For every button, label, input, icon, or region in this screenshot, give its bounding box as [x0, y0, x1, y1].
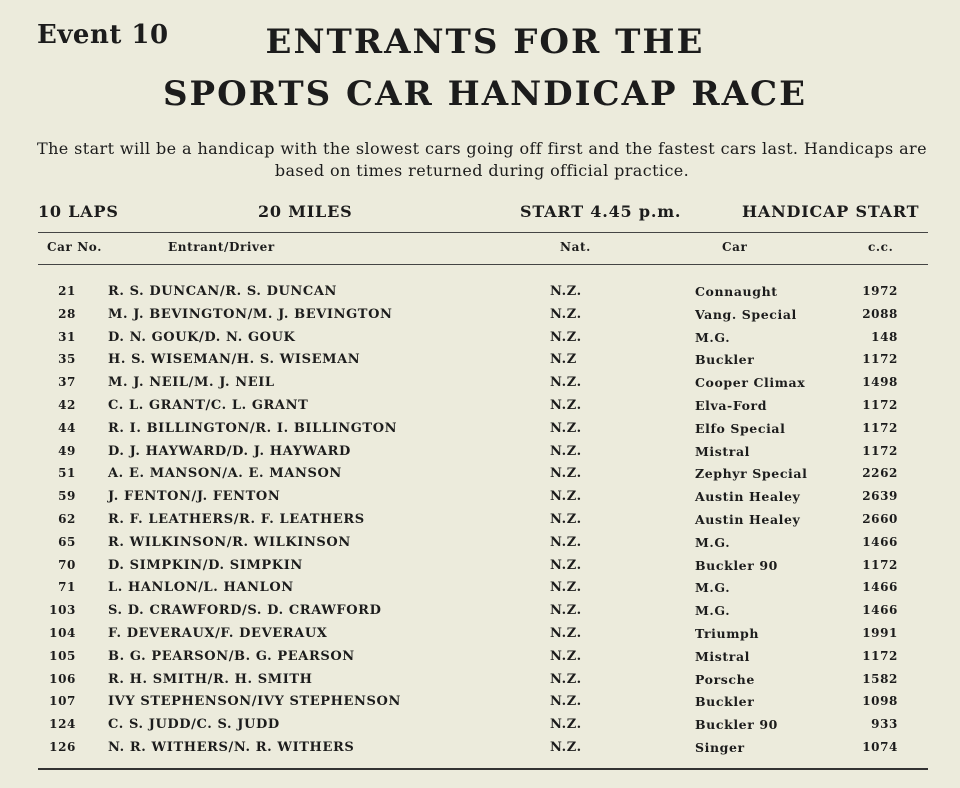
table-row: [0, 717, 960, 739]
nationality-cell: N.Z.: [550, 648, 582, 664]
page-title-line-1: ENTRANTS FOR THE: [265, 22, 705, 62]
car-number-cell: 124: [49, 717, 76, 732]
table-row: [0, 694, 960, 716]
col-header-car-no: Car No.: [47, 240, 102, 254]
table-row: [0, 580, 960, 602]
table-row: [0, 330, 960, 352]
car-number-cell: 106: [49, 671, 76, 686]
entrant-driver-cell: J. FENTON/J. FENTON: [108, 489, 281, 505]
car-model-cell: Mistral: [695, 443, 751, 459]
car-number-cell: 42: [58, 398, 76, 412]
table-row: [0, 444, 960, 466]
engine-cc-cell: 1098: [862, 694, 898, 709]
engine-cc-cell: 1172: [862, 398, 898, 412]
engine-cc-cell: 1172: [862, 352, 898, 367]
entrant-driver-cell: F. DEVERAUX/F. DEVERAUX: [108, 626, 328, 641]
nationality-cell: N.Z.: [550, 557, 582, 573]
table-row: [0, 558, 960, 580]
entrant-driver-cell: D. SIMPKIN/D. SIMPKIN: [108, 557, 303, 573]
entrant-driver-cell: C. L. GRANT/C. L. GRANT: [108, 398, 309, 413]
engine-cc-cell: 1466: [862, 603, 898, 618]
nationality-cell: N.Z.: [550, 512, 582, 527]
car-number-cell: 107: [49, 694, 76, 709]
engine-cc-cell: 1972: [862, 284, 898, 298]
table-row: [0, 649, 960, 671]
entrant-driver-cell: L. HANLON/L. HANLON: [108, 580, 294, 596]
car-model-cell: Connaught: [695, 284, 778, 299]
engine-cc-cell: 933: [871, 717, 898, 732]
table-row: [0, 535, 960, 557]
car-model-cell: Mistral: [695, 648, 751, 664]
entrant-driver-cell: R. H. SMITH/R. H. SMITH: [108, 671, 313, 687]
engine-cc-cell: 1498: [862, 375, 898, 390]
entrant-driver-cell: R. F. LEATHERS/R. F. LEATHERS: [108, 512, 365, 527]
engine-cc-cell: 2660: [862, 512, 898, 526]
col-header-car: Car: [722, 240, 748, 254]
nationality-cell: N.Z: [550, 352, 577, 368]
distance-label: 20 MILES: [258, 202, 353, 221]
entrant-driver-cell: D. J. HAYWARD/D. J. HAYWARD: [108, 443, 351, 459]
nationality-cell: N.Z.: [550, 443, 582, 459]
engine-cc-cell: 1991: [862, 626, 898, 640]
car-number-cell: 71: [58, 580, 76, 595]
car-number-cell: 37: [58, 375, 76, 390]
entrant-driver-cell: C. S. JUDD/C. S. JUDD: [108, 717, 280, 733]
table-row: [0, 603, 960, 625]
car-model-cell: Elva-Ford: [695, 398, 768, 413]
entrant-driver-cell: M. J. NEIL/M. J. NEIL: [108, 375, 275, 391]
entrant-driver-cell: IVY STEPHENSON/IVY STEPHENSON: [108, 694, 401, 710]
car-number-cell: 28: [58, 306, 76, 321]
table-row: [0, 489, 960, 511]
entrant-driver-cell: B. G. PEARSON/B. G. PEARSON: [108, 648, 355, 664]
car-number-cell: 105: [49, 648, 76, 663]
entrant-driver-cell: A. E. MANSON/A. E. MANSON: [108, 466, 342, 482]
car-model-cell: Vang. Special: [695, 306, 797, 322]
nationality-cell: N.Z.: [550, 694, 582, 710]
engine-cc-cell: 1172: [862, 557, 898, 572]
table-row: [0, 352, 960, 374]
engine-cc-cell: 1172: [862, 420, 898, 435]
nationality-cell: N.Z.: [550, 489, 582, 505]
laps-label: 10 LAPS: [38, 202, 119, 221]
header-bottom-rule: [38, 264, 928, 265]
engine-cc-cell: 1466: [862, 580, 898, 595]
nationality-cell: N.Z.: [550, 740, 582, 755]
engine-cc-cell: 1466: [862, 534, 898, 549]
car-model-cell: Cooper Climax: [695, 375, 806, 391]
nationality-cell: N.Z.: [550, 375, 582, 391]
table-row: [0, 672, 960, 694]
entrant-driver-cell: D. N. GOUK/D. N. GOUK: [108, 329, 296, 345]
event-number: Event 10: [37, 20, 169, 50]
entrant-driver-cell: R. S. DUNCAN/R. S. DUNCAN: [108, 284, 338, 299]
car-number-cell: 21: [58, 284, 76, 298]
car-model-cell: Buckler 90: [695, 717, 778, 733]
engine-cc-cell: 2262: [862, 466, 898, 481]
nationality-cell: N.Z.: [550, 534, 582, 550]
table-bottom-rule: [38, 768, 928, 770]
car-model-cell: Zephyr Special: [695, 466, 808, 482]
car-model-cell: Porsche: [695, 671, 755, 687]
nationality-cell: N.Z.: [550, 284, 582, 299]
nationality-cell: N.Z.: [550, 626, 582, 641]
col-header-entrant: Entrant/Driver: [168, 240, 275, 254]
nationality-cell: N.Z.: [550, 420, 582, 436]
car-model-cell: Buckler: [695, 352, 755, 368]
car-model-cell: M.G.: [695, 329, 731, 345]
table-row: [0, 398, 960, 420]
start-type-label: HANDICAP START: [742, 202, 920, 221]
engine-cc-cell: 1074: [862, 740, 898, 754]
car-model-cell: Austin Healey: [695, 489, 801, 505]
entrant-driver-cell: S. D. CRAWFORD/S. D. CRAWFORD: [108, 603, 382, 619]
intro-paragraph: The start will be a handicap with the slowest cars going off first and the fastest cars last. Handicaps are based on times returned during official practice.: [37, 139, 927, 180]
engine-cc-cell: 148: [871, 329, 898, 344]
entrant-driver-cell: M. J. BEVINGTON/M. J. BEVINGTON: [108, 306, 393, 322]
table-row: [0, 512, 960, 534]
car-number-cell: 104: [49, 626, 76, 640]
nationality-cell: N.Z.: [550, 671, 582, 687]
car-model-cell: M.G.: [695, 534, 731, 550]
car-model-cell: Singer: [695, 740, 745, 755]
nationality-cell: N.Z.: [550, 603, 582, 619]
engine-cc-cell: 1582: [862, 671, 898, 686]
engine-cc-cell: 2639: [862, 489, 898, 504]
car-number-cell: 44: [58, 420, 76, 435]
engine-cc-cell: 1172: [862, 648, 898, 663]
start-time-label: START 4.45 p.m.: [520, 202, 682, 221]
entrant-driver-cell: N. R. WITHERS/N. R. WITHERS: [108, 740, 355, 755]
car-model-cell: Triumph: [695, 626, 760, 641]
nationality-cell: N.Z.: [550, 398, 582, 413]
table-row: [0, 307, 960, 329]
car-model-cell: Elfo Special: [695, 420, 786, 436]
car-number-cell: 70: [58, 557, 76, 572]
engine-cc-cell: 1172: [862, 443, 898, 458]
car-number-cell: 31: [58, 329, 76, 344]
car-number-cell: 65: [58, 534, 76, 549]
car-model-cell: Buckler: [695, 694, 755, 710]
table-row: [0, 740, 960, 762]
table-row: [0, 284, 960, 306]
car-number-cell: 35: [58, 352, 76, 367]
table-row: [0, 626, 960, 648]
table-row: [0, 466, 960, 488]
page-title-line-2: SPORTS CAR HANDICAP RACE: [162, 74, 808, 114]
header-top-rule: [38, 232, 928, 233]
nationality-cell: N.Z.: [550, 466, 582, 482]
car-model-cell: Austin Healey: [695, 512, 801, 527]
car-model-cell: M.G.: [695, 580, 731, 596]
car-number-cell: 126: [49, 740, 76, 754]
nationality-cell: N.Z.: [550, 580, 582, 596]
nationality-cell: N.Z.: [550, 306, 582, 322]
car-model-cell: Buckler 90: [695, 557, 778, 573]
car-number-cell: 103: [49, 603, 76, 618]
entrant-driver-cell: R. WILKINSON/R. WILKINSON: [108, 534, 351, 550]
table-row: [0, 421, 960, 443]
car-number-cell: 49: [58, 443, 76, 458]
entrant-driver-cell: H. S. WISEMAN/H. S. WISEMAN: [108, 352, 361, 368]
car-number-cell: 59: [58, 489, 76, 504]
engine-cc-cell: 2088: [862, 306, 898, 321]
nationality-cell: N.Z.: [550, 329, 582, 345]
col-header-nat: Nat.: [560, 240, 591, 254]
car-number-cell: 51: [58, 466, 76, 481]
car-model-cell: M.G.: [695, 603, 731, 619]
car-number-cell: 62: [58, 512, 76, 526]
table-row: [0, 375, 960, 397]
col-header-cc: c.c.: [868, 240, 894, 254]
nationality-cell: N.Z.: [550, 717, 582, 733]
entrant-driver-cell: R. I. BILLINGTON/R. I. BILLINGTON: [108, 420, 398, 436]
